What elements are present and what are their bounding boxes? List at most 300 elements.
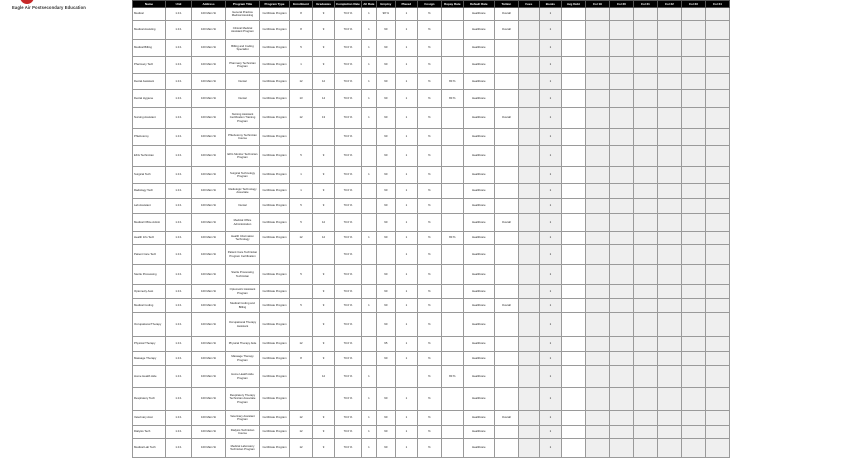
table-cell: 100 Main St [192, 214, 226, 232]
table-cell: 1.0.1 [166, 366, 192, 388]
column-header: Graduates [313, 1, 335, 8]
table-cell: 70.0 % [335, 439, 362, 458]
table-row [133, 214, 730, 232]
table-cell: Overall [494, 21, 518, 40]
table-cell: 90 [376, 108, 395, 129]
table-cell [361, 245, 376, 265]
table-cell: Certificate Program [260, 214, 290, 232]
table-cell [705, 411, 729, 426]
table-cell [609, 129, 633, 146]
table-cell: Healthcare [463, 232, 494, 245]
table-cell [633, 74, 657, 90]
table-cell: Medical [133, 8, 166, 21]
table-header-row [133, 1, 730, 8]
table-cell: 1 [539, 214, 561, 232]
logo-text: Eagle Air Postsecondary Education [12, 5, 86, 10]
table-cell: 1 [539, 366, 561, 388]
table-cell: 1.0.1 [166, 57, 192, 74]
table-cell [518, 8, 539, 21]
table-cell [561, 74, 585, 90]
table-cell [609, 285, 633, 299]
table-cell: 100 Main St [192, 366, 226, 388]
table-cell [609, 199, 633, 214]
table-cell [441, 184, 463, 199]
column-header: Address [192, 1, 226, 8]
table-cell: 1 [361, 8, 376, 21]
table-cell: 1.0.1 [166, 337, 192, 352]
table-cell: 9 [313, 8, 335, 21]
table-cell [657, 388, 681, 411]
table-cell [657, 90, 681, 108]
table-row [133, 232, 730, 245]
table-cell: 90 [376, 299, 395, 313]
table-cell: Certificate Program [260, 129, 290, 146]
table-row [133, 74, 730, 90]
table-cell [609, 366, 633, 388]
table-cell: 90 [376, 167, 395, 184]
table-cell [494, 184, 518, 199]
table-cell [585, 245, 609, 265]
table-row [133, 366, 730, 388]
table-cell: 70.0 % [335, 129, 362, 146]
column-header: Enrollment [290, 1, 313, 8]
table-cell [376, 366, 395, 388]
table-cell [561, 129, 585, 146]
table-cell [681, 108, 705, 129]
table-cell: 1 [361, 388, 376, 411]
table-cell [681, 129, 705, 146]
table-cell: 100 Main St [192, 337, 226, 352]
table-cell [441, 426, 463, 439]
table-cell: 5 [290, 299, 313, 313]
table-cell: 1.0.1 [166, 146, 192, 167]
table-cell: 90 [376, 439, 395, 458]
table-cell [494, 199, 518, 214]
table-cell [681, 439, 705, 458]
table-cell [705, 57, 729, 74]
table-cell [585, 199, 609, 214]
table-cell: 100 Main St [192, 265, 226, 285]
table-cell: 90 [376, 129, 395, 146]
table-cell [681, 146, 705, 167]
table-cell: Healthcare [463, 299, 494, 313]
table-cell [395, 366, 417, 388]
table-cell [633, 265, 657, 285]
table-cell [561, 439, 585, 458]
table-cell: 70.0 % [335, 245, 362, 265]
table-cell [681, 337, 705, 352]
table-cell: Overall [494, 8, 518, 21]
table-cell: 1.0.1 [166, 214, 192, 232]
table-cell: Optometric Assistant Program [226, 285, 260, 299]
table-cell [705, 74, 729, 90]
table-cell: 100 Main St [192, 74, 226, 90]
table-cell: 1 [395, 245, 417, 265]
table-cell: 100 Main St [192, 352, 226, 366]
table-cell [361, 313, 376, 337]
table-cell: 1 [395, 74, 417, 90]
table-cell [361, 214, 376, 232]
table-cell: % [417, 313, 441, 337]
table-cell: 1 [395, 232, 417, 245]
table-cell [657, 184, 681, 199]
table-cell [609, 214, 633, 232]
table-cell: 90 [376, 352, 395, 366]
table-cell [313, 129, 335, 146]
table-cell: Dental Assistant [133, 74, 166, 90]
table-cell [361, 184, 376, 199]
table-cell [681, 232, 705, 245]
table-cell: 100 Main St [192, 199, 226, 214]
table-cell [681, 313, 705, 337]
table-cell [705, 285, 729, 299]
table-cell [585, 388, 609, 411]
table-row [133, 57, 730, 74]
table-cell: % [417, 74, 441, 90]
table-cell: 1.0.1 [166, 167, 192, 184]
table-cell [585, 232, 609, 245]
table-cell: 1 [395, 352, 417, 366]
column-header: Avg Debt [561, 1, 585, 8]
table-row [133, 167, 730, 184]
table-cell [494, 439, 518, 458]
table-cell [441, 411, 463, 426]
table-cell [361, 285, 376, 299]
table-cell [441, 129, 463, 146]
table-cell: 9 [313, 313, 335, 337]
table-cell: 90 [376, 146, 395, 167]
table-cell: 100 Main St [192, 129, 226, 146]
table-cell [518, 411, 539, 426]
table-cell [585, 313, 609, 337]
table-cell: 1.0.1 [166, 388, 192, 411]
table-cell: 1 [539, 313, 561, 337]
table-cell [494, 245, 518, 265]
table-cell [705, 313, 729, 337]
table-cell [518, 57, 539, 74]
table-cell: 1 [539, 8, 561, 21]
table-cell [561, 411, 585, 426]
table-cell [585, 411, 609, 426]
table-cell: 1 [395, 199, 417, 214]
table-cell: 1 [361, 299, 376, 313]
table-cell [657, 40, 681, 57]
table-cell [290, 285, 313, 299]
table-cell: Certificate Program [260, 265, 290, 285]
table-cell [494, 129, 518, 146]
table-row [133, 337, 730, 352]
table-cell [633, 40, 657, 57]
table-cell: % [417, 265, 441, 285]
table-cell [585, 21, 609, 40]
table-cell: 1 [361, 411, 376, 426]
table-cell [657, 352, 681, 366]
table-cell: 70.0 % [335, 167, 362, 184]
table-cell [561, 426, 585, 439]
table-cell: % [417, 108, 441, 129]
table-cell [681, 285, 705, 299]
table-cell: 1 [395, 313, 417, 337]
table-cell: 1 [395, 388, 417, 411]
table-cell: Medical Office Admin [133, 214, 166, 232]
table-cell: 1.0.1 [166, 265, 192, 285]
table-cell: 90 [376, 90, 395, 108]
table-cell: 1 [395, 167, 417, 184]
table-cell [633, 129, 657, 146]
table-cell [494, 366, 518, 388]
table-cell: 90 [376, 21, 395, 40]
table-cell: % [417, 285, 441, 299]
table-cell [681, 411, 705, 426]
table-row [133, 426, 730, 439]
table-row [133, 265, 730, 285]
table-cell: 90 [376, 313, 395, 337]
table-cell: 12 [313, 214, 335, 232]
data-table [132, 0, 730, 458]
table-cell: Healthcare [463, 21, 494, 40]
table-cell: 1.0.1 [166, 426, 192, 439]
table-cell: 90 [376, 184, 395, 199]
table-cell: 70.0 % [335, 232, 362, 245]
table-cell [518, 74, 539, 90]
table-cell: Certificate Program [260, 388, 290, 411]
table-cell: 1.0.1 [166, 285, 192, 299]
table-cell: Healthcare [463, 74, 494, 90]
table-cell: Massage Therapy [133, 352, 166, 366]
table-cell: Healthcare [463, 167, 494, 184]
table-cell [681, 366, 705, 388]
table-cell [585, 74, 609, 90]
table-row [133, 245, 730, 265]
table-cell [585, 146, 609, 167]
table-cell: 70.0 % [335, 74, 362, 90]
table-cell: 100 Main St [192, 8, 226, 21]
table-cell [609, 439, 633, 458]
table-cell [441, 214, 463, 232]
table-cell [561, 352, 585, 366]
table-cell: 70.0 % [335, 313, 362, 337]
table-row [133, 129, 730, 146]
table-cell [633, 426, 657, 439]
table-cell [494, 265, 518, 285]
table-cell [609, 388, 633, 411]
table-cell [681, 8, 705, 21]
table-cell [518, 146, 539, 167]
table-cell [657, 8, 681, 21]
table-cell: 1 [539, 265, 561, 285]
table-cell: Healthcare [463, 439, 494, 458]
table-cell: 1 [395, 146, 417, 167]
table-cell [494, 232, 518, 245]
table-cell: 9 [313, 57, 335, 74]
table-cell: 9 [313, 439, 335, 458]
table-cell [518, 167, 539, 184]
table-cell: Home Health Aide Program [226, 366, 260, 388]
table-cell: Phlebotomy [133, 129, 166, 146]
table-cell: % [417, 426, 441, 439]
table-cell [609, 184, 633, 199]
table-row [133, 146, 730, 167]
table-cell: % [417, 199, 441, 214]
table-cell: 70.0 % [335, 352, 362, 366]
table-cell [494, 337, 518, 352]
table-cell: 100 Main St [192, 146, 226, 167]
table-cell [609, 313, 633, 337]
table-cell: Overall [494, 299, 518, 313]
table-cell [494, 313, 518, 337]
table-cell [705, 245, 729, 265]
table-cell: Radiologic Technology Associate [226, 184, 260, 199]
table-cell: 90 [376, 214, 395, 232]
table-cell [518, 265, 539, 285]
table-cell [633, 146, 657, 167]
table-cell: Healthcare [463, 184, 494, 199]
table-cell: 80 % [441, 74, 463, 90]
table-cell: 9 [313, 21, 335, 40]
table-cell: 1 [539, 352, 561, 366]
table-cell: % [417, 184, 441, 199]
table-cell: 1 [539, 167, 561, 184]
table-cell: 80 % [441, 232, 463, 245]
table-cell: 1 [290, 184, 313, 199]
table-cell [441, 388, 463, 411]
table-cell: Sterile Processing [133, 265, 166, 285]
table-cell [561, 388, 585, 411]
column-header: Default Rate [463, 1, 494, 8]
table-cell [518, 285, 539, 299]
table-cell: Certificate Program [260, 439, 290, 458]
table-cell [657, 299, 681, 313]
table-cell: 13 [313, 108, 335, 129]
table-cell: Occupational Therapy [133, 313, 166, 337]
table-cell: 1 [395, 90, 417, 108]
table-cell [681, 388, 705, 411]
table-cell: 9 [313, 337, 335, 352]
table-cell [441, 146, 463, 167]
table-cell: % [417, 214, 441, 232]
table-cell [561, 40, 585, 57]
table-cell [518, 40, 539, 57]
table-cell: 70.0 % [335, 337, 362, 352]
table-cell: 8 [290, 21, 313, 40]
table-cell: 70.0 % [335, 285, 362, 299]
table-cell: 1 [539, 129, 561, 146]
table-cell: Healthcare [463, 285, 494, 299]
table-cell: Certificate Program [260, 426, 290, 439]
table-cell [585, 352, 609, 366]
table-cell [441, 40, 463, 57]
table-cell: Certificate Program [260, 366, 290, 388]
table-cell [705, 199, 729, 214]
table-cell [609, 108, 633, 129]
table-cell: 70.0 % [335, 299, 362, 313]
table-cell: 1 [361, 40, 376, 57]
table-cell: 12 [290, 337, 313, 352]
table-cell: Overall [494, 214, 518, 232]
table-cell [441, 439, 463, 458]
table-cell: Massage Therapy Program [226, 352, 260, 366]
table-cell: 100 Main St [192, 299, 226, 313]
table-cell [633, 232, 657, 245]
table-cell: 1 [539, 108, 561, 129]
table-cell [441, 199, 463, 214]
table-cell: 70.0 % [335, 40, 362, 57]
table-cell [633, 108, 657, 129]
table-cell [518, 388, 539, 411]
table-row [133, 199, 730, 214]
table-cell: 1.0.1 [166, 90, 192, 108]
table-cell [585, 167, 609, 184]
table-cell: 13 [290, 90, 313, 108]
table-cell: 1.0.1 [166, 108, 192, 129]
table-cell [518, 184, 539, 199]
table-cell [585, 57, 609, 74]
table-cell [657, 199, 681, 214]
table-cell [585, 90, 609, 108]
table-cell: 1 [361, 232, 376, 245]
table-cell [494, 90, 518, 108]
table-cell: 5 [290, 40, 313, 57]
table-cell: Nursing Assistant [133, 108, 166, 129]
table-cell [609, 74, 633, 90]
table-cell: Healthcare [463, 57, 494, 74]
table-cell [705, 40, 729, 57]
table-cell: Certificate Program [260, 146, 290, 167]
table-cell: Certificate Program [260, 8, 290, 21]
table-cell: 1.0.1 [166, 313, 192, 337]
table-cell: EKG Technician [133, 146, 166, 167]
table-cell: Overall [494, 411, 518, 426]
table-cell: Certificate Program [260, 299, 290, 313]
table-cell [657, 337, 681, 352]
table-cell: 1 [361, 57, 376, 74]
table-cell: Healthcare [463, 313, 494, 337]
table-cell: 100 Main St [192, 184, 226, 199]
table-cell [494, 352, 518, 366]
table-cell: 9 [313, 40, 335, 57]
table-cell: Certificate Program [260, 285, 290, 299]
table-cell: % [417, 439, 441, 458]
table-cell [657, 245, 681, 265]
table-cell: 9 [313, 265, 335, 285]
table-cell: 12 [290, 426, 313, 439]
table-cell [633, 184, 657, 199]
table-cell: 1 [395, 184, 417, 199]
table-cell [657, 265, 681, 285]
table-cell [633, 352, 657, 366]
table-cell [681, 90, 705, 108]
table-cell: Dental [226, 74, 260, 90]
table-cell: 100 Main St [192, 313, 226, 337]
table-cell: 1 [361, 108, 376, 129]
table-cell [657, 129, 681, 146]
table-cell: Healthcare [463, 426, 494, 439]
table-cell: Veterinary Asst [133, 411, 166, 426]
table-cell: 1 [395, 57, 417, 74]
table-cell: % [417, 232, 441, 245]
table-cell: 70.0 % [335, 57, 362, 74]
table-cell [290, 313, 313, 337]
table-cell [585, 265, 609, 285]
table-cell [441, 167, 463, 184]
table-cell [441, 8, 463, 21]
table-cell [518, 352, 539, 366]
table-row [133, 285, 730, 299]
table-cell: 1.0.1 [166, 74, 192, 90]
table-cell: Health Information Technology [226, 232, 260, 245]
table-cell [657, 313, 681, 337]
table-cell [681, 74, 705, 90]
